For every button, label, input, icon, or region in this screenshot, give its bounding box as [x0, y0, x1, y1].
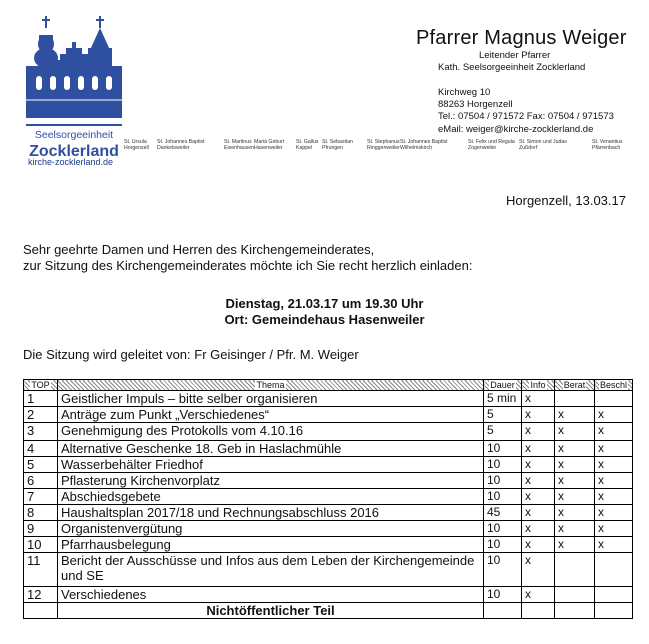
row-beschl: x [595, 537, 633, 553]
row-berat [555, 587, 595, 603]
parish-church: St. Gallus [296, 139, 319, 145]
parish-item [296, 139, 319, 152]
row-thema: Verschiedenes [58, 587, 484, 603]
row-info: x [522, 441, 555, 457]
church-logo [24, 14, 124, 164]
row-info: x [522, 391, 555, 407]
row-beschl: x [595, 441, 633, 457]
row-berat: x [555, 489, 595, 505]
parish-church: St. Ursula [124, 139, 147, 145]
closed-section-empty [595, 603, 633, 619]
row-info: x [522, 489, 555, 505]
header-dauer: Dauer [484, 380, 522, 391]
row-dauer: 10 [484, 457, 522, 473]
row-berat: x [555, 441, 595, 457]
table-row [24, 441, 633, 457]
row-info: x [522, 505, 555, 521]
row-top: 12 [24, 587, 58, 603]
parish-church: St. Venantius [592, 139, 623, 145]
row-thema: Haushaltsplan 2017/18 und Rechnungsabschluss 2016 [58, 505, 484, 521]
parish-town: Hasenweiler [254, 145, 283, 152]
row-thema: Pflasterung Kirchenvorplatz [58, 473, 484, 489]
parish-church: Mariä Geburt [254, 139, 285, 145]
parish-item [400, 139, 448, 152]
parish-item [468, 139, 515, 152]
row-dauer: 5 min [484, 391, 522, 407]
row-dauer: 5 [484, 423, 522, 441]
row-info: x [522, 473, 555, 489]
table-row [24, 391, 633, 407]
row-top: 11 [24, 553, 58, 587]
row-info: x [522, 521, 555, 537]
row-thema: Wasserbehälter Friedhof [58, 457, 484, 473]
row-berat [555, 553, 595, 587]
parish-church: St. Simon und Judas [519, 139, 567, 145]
row-berat: x [555, 537, 595, 553]
agenda-header-row [24, 380, 633, 391]
row-top: 1 [24, 391, 58, 407]
row-thema: Geistlicher Impuls – bitte selber organisieren [58, 391, 484, 407]
parish-town: Kappel [296, 145, 313, 152]
row-dauer: 45 [484, 505, 522, 521]
row-thema: Organistenvergütung [58, 521, 484, 537]
parish-town: Pfärrenbach [592, 145, 621, 152]
sender-street: Kirchweg 10 [438, 87, 491, 98]
row-info: x [522, 423, 555, 441]
row-dauer: 10 [484, 553, 522, 587]
meeting-date-time: Dienstag, 21.03.17 um 19.30 Uhr [225, 296, 424, 311]
agenda-table [23, 379, 633, 619]
row-berat: x [555, 473, 595, 489]
greeting [23, 242, 472, 274]
parish-church: St. Felix und Regula [468, 139, 515, 145]
parish-item [367, 139, 400, 152]
sender-unit: Kath. Seelsorgeeinheit Zocklerland [438, 62, 586, 73]
closed-section-empty [522, 603, 555, 619]
parish-church: St. Sebastian [322, 139, 353, 145]
parish-town: Horgenzell [124, 145, 149, 152]
row-beschl: x [595, 505, 633, 521]
sender-role: Leitender Pfarrer [479, 50, 551, 61]
row-top: 3 [24, 423, 58, 441]
row-berat: x [555, 521, 595, 537]
closed-section-top [24, 603, 58, 619]
row-beschl: x [595, 489, 633, 505]
header-top: TOP [24, 380, 58, 391]
table-row [24, 553, 633, 587]
row-dauer: 10 [484, 489, 522, 505]
row-dauer: 5 [484, 407, 522, 423]
parish-town: Zogenweiler [468, 145, 497, 152]
table-row [24, 521, 633, 537]
row-dauer: 10 [484, 473, 522, 489]
row-beschl [595, 587, 633, 603]
table-row [24, 423, 633, 441]
row-info: x [522, 407, 555, 423]
row-top: 10 [24, 537, 58, 553]
row-info: x [522, 537, 555, 553]
greeting-line-2: zur Sitzung des Kirchengemeinderates möchte ich Sie recht herzlich einladen: [23, 258, 473, 273]
row-top: 9 [24, 521, 58, 537]
meeting-location: Ort: Gemeindehaus Hasenweiler [224, 312, 425, 327]
closed-section-row [24, 603, 633, 619]
row-berat: x [555, 505, 595, 521]
website-url[interactable]: kirche-zocklerland.de [28, 157, 114, 167]
parish-town: Danketsweiler [157, 145, 190, 152]
row-thema: Bericht der Ausschüsse und Infos aus dem Leben der Kirchengemeinde und SE [58, 553, 484, 587]
row-beschl [595, 553, 633, 587]
row-beschl [595, 391, 633, 407]
row-top: 5 [24, 457, 58, 473]
sender-phone: Tel.: 07504 / 971572 Fax: 07504 / 971573 [438, 111, 614, 123]
parish-church: St. Johannes Baptist [157, 139, 205, 145]
row-beschl: x [595, 457, 633, 473]
row-beschl: x [595, 473, 633, 489]
table-row [24, 457, 633, 473]
row-top: 7 [24, 489, 58, 505]
row-beschl: x [595, 521, 633, 537]
table-row [24, 407, 633, 423]
row-beschl: x [595, 423, 633, 441]
header-info: Info [522, 380, 555, 391]
row-thema: Genehmigung des Protokolls vom 4.10.16 [58, 423, 484, 441]
parish-town: Eisenhausen [224, 145, 254, 152]
header-berat: Berat [555, 380, 595, 391]
row-thema: Abschiedsgebete [58, 489, 484, 505]
row-berat: x [555, 407, 595, 423]
parish-town: Zußdorf [519, 145, 538, 152]
sender-email[interactable]: eMail: weiger@kirche-zocklerland.de [438, 123, 594, 135]
parish-church: St. Johannes Baptist [400, 139, 448, 145]
table-row [24, 473, 633, 489]
closed-section-empty [484, 603, 522, 619]
parish-list [124, 139, 644, 159]
parish-item [254, 139, 284, 152]
meeting-chair: Die Sitzung wird geleitet von: Fr Geisinger / Pfr. M. Weiger [23, 347, 359, 362]
row-beschl: x [595, 407, 633, 423]
svg-text:Zocklerland: Zocklerland [29, 143, 119, 160]
parish-town: Wilhelmskirch [400, 145, 432, 152]
row-berat [555, 391, 595, 407]
table-row [24, 537, 633, 553]
sender-city: 88263 Horgenzell [438, 99, 513, 111]
row-thema: Anträge zum Punkt „Verschiedenes“ [58, 407, 484, 423]
row-top: 6 [24, 473, 58, 489]
parish-church: St. Stephanus [367, 139, 400, 145]
row-berat: x [555, 457, 595, 473]
parish-town: Ringgenweiler [367, 145, 400, 152]
parish-item [322, 139, 353, 152]
letter-date: Horgenzell, 13.03.17 [506, 193, 626, 208]
row-info: x [522, 553, 555, 587]
row-dauer: 10 [484, 521, 522, 537]
header-beschl: Beschl [595, 380, 633, 391]
parish-town: Pfrungen [322, 145, 344, 152]
row-dauer: 10 [484, 587, 522, 603]
table-row [24, 505, 633, 521]
parish-item [519, 139, 567, 152]
row-top: 2 [24, 407, 58, 423]
header-thema: Thema [58, 380, 484, 391]
row-info: x [522, 587, 555, 603]
row-thema: Alternative Geschenke 18. Geb in Haslachmühle [58, 441, 484, 457]
parish-item [124, 139, 149, 152]
table-row [24, 587, 633, 603]
sender-address [438, 87, 614, 136]
sender-name: Pfarrer Magnus Weiger [416, 27, 627, 49]
closed-section-empty [555, 603, 595, 619]
greeting-line-1: Sehr geehrte Damen und Herren des Kirchengemeinderates, [23, 242, 375, 257]
row-dauer: 10 [484, 441, 522, 457]
svg-text:Seelsorgeeinheit: Seelsorgeeinheit [34, 129, 114, 141]
row-dauer: 10 [484, 537, 522, 553]
meeting-details [0, 296, 649, 328]
row-berat: x [555, 423, 595, 441]
parish-item [224, 139, 254, 152]
row-thema: Pfarrhausbelegung [58, 537, 484, 553]
row-top: 8 [24, 505, 58, 521]
table-row [24, 489, 633, 505]
parish-church: St. Martinus [224, 139, 252, 145]
row-info: x [522, 457, 555, 473]
closed-section-label: Nichtöffentlicher Teil [58, 603, 484, 619]
parish-item [592, 139, 623, 152]
row-top: 4 [24, 441, 58, 457]
parish-item [157, 139, 205, 152]
